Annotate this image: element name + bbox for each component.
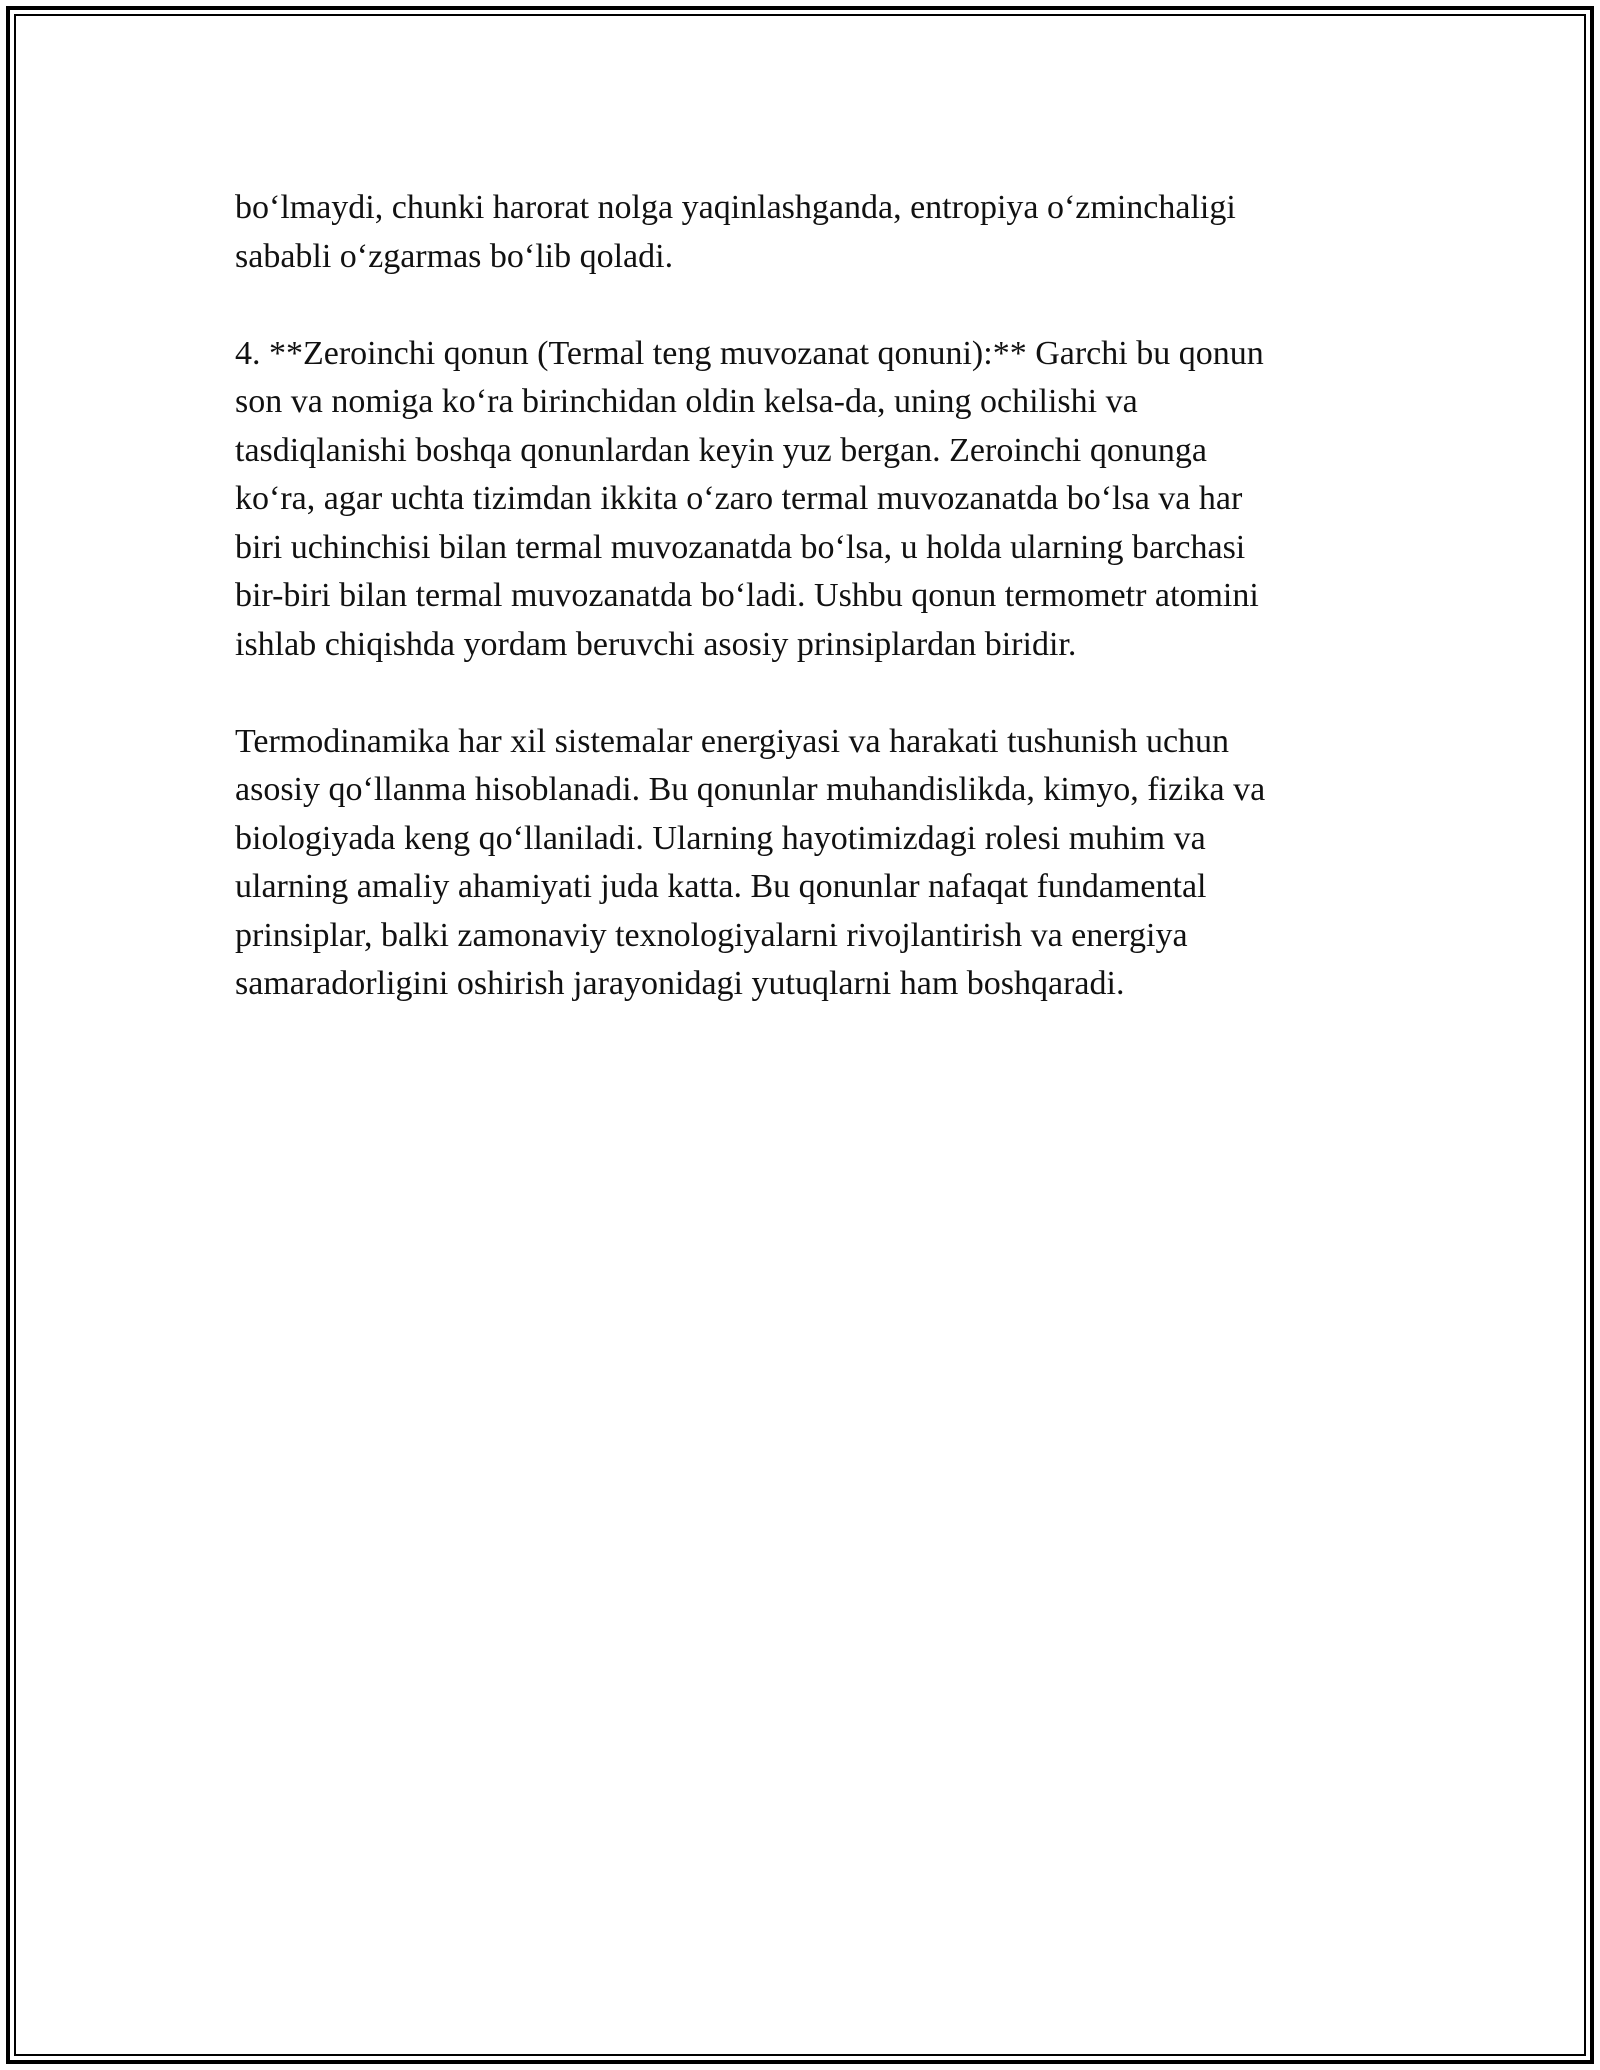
text-line: ko‘ra, agar uchta tizimdan ikkita o‘zaro termal muvozanatda bo‘lsa va har bbox=[235, 480, 1243, 517]
paragraph-conclusion bbox=[235, 718, 1365, 1009]
text-line: prinsiplar, balki zamonaviy texnologiyalarni rivojlantirish va energiya bbox=[235, 916, 1188, 954]
paragraph-entropy-continuation bbox=[235, 184, 1365, 281]
text-line: biri uchinchisi bilan termal muvozanatda bo‘lsa, u holda ularning barchasi bbox=[235, 528, 1246, 566]
text-line: biologiyada keng qo‘llaniladi. Ularning hayotimizdagi rolesi muhim va bbox=[235, 819, 1206, 857]
text-line: ularning amaliy ahamiyati juda katta. Bu qonunlar nafaqat fundamental bbox=[235, 868, 1207, 905]
text-line: bo‘lmaydi, chunki harorat nolga yaqinlashganda, entropiya o‘zminchaligi bbox=[235, 189, 1236, 226]
text-line: asosiy qo‘llanma hisoblanadi. Bu qonunlar muhandislikda, kimyo, fizika va bbox=[235, 771, 1266, 808]
document-body bbox=[235, 184, 1365, 1057]
paragraph-zeroth-law bbox=[235, 330, 1365, 670]
text-line: 4. **Zeroinchi qonun (Termal teng muvozanat qonuni):** Garchi bu qonun bbox=[235, 334, 1264, 372]
text-line: tasdiqlanishi boshqa qonunlardan keyin yuz bergan. Zeroinchi qonunga bbox=[235, 431, 1207, 469]
text-line: ishlab chiqishda yordam beruvchi asosiy prinsiplardan biridir. bbox=[235, 625, 1077, 663]
text-line: son va nomiga ko‘ra birinchidan oldin kelsa-da, uning ochilishi va bbox=[235, 383, 1138, 420]
text-line: sababli o‘zgarmas bo‘lib qoladi. bbox=[235, 237, 674, 275]
text-line: samaradorligini oshirish jarayonidagi yutuqlarni ham boshqaradi. bbox=[235, 965, 1125, 1002]
text-line: Termodinamika har xil sistemalar energiyasi va harakati tushunish uchun bbox=[235, 722, 1230, 760]
text-line: bir-biri bilan termal muvozanatda bo‘ladi. Ushbu qonun termometr atomini bbox=[235, 577, 1259, 614]
